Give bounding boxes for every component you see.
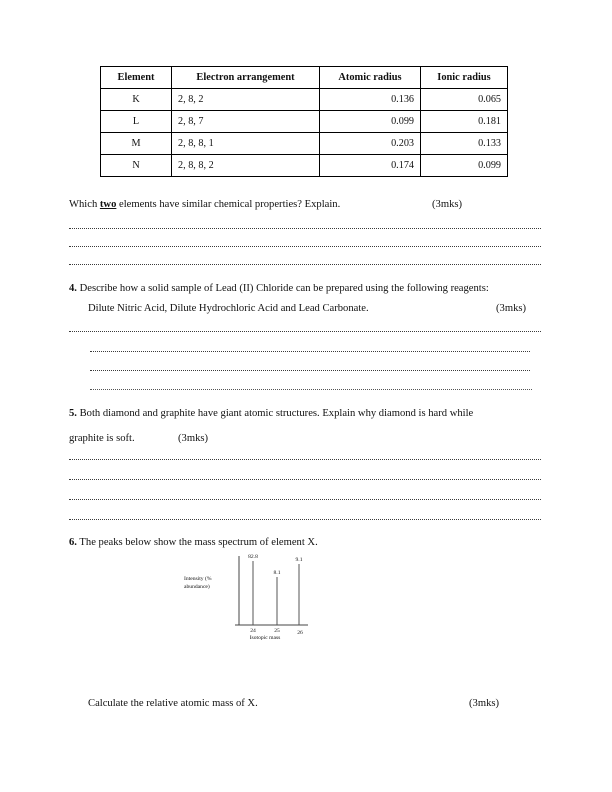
element-properties-table (100, 66, 508, 177)
answer-line[interactable] (90, 389, 532, 391)
question-5-number: 5. (69, 408, 77, 419)
cell-atomic-radius: 0.099 (320, 111, 421, 133)
question-6-sub-question: Calculate the relative atomic mass of X. (88, 698, 258, 709)
mass-spectrum-chart (182, 552, 342, 644)
x-axis-label: Isotopic mass (249, 635, 281, 641)
table-row (101, 111, 508, 133)
cell-ionic-radius: 0.133 (421, 133, 508, 155)
table-row (101, 155, 508, 177)
question-4-text-1: Describe how a solid sample of Lead (II) Chloride can be prepared using the following reagents: (79, 283, 489, 294)
question-3-emphasis-two: two (99, 199, 117, 210)
peak-label-24: 82.8 (248, 554, 258, 560)
table-header-row (101, 67, 508, 89)
answer-line[interactable] (69, 459, 541, 461)
cell-electron-arrangement: 2, 8, 8, 2 (172, 155, 320, 177)
answer-line[interactable] (90, 370, 530, 372)
cell-element: L (101, 111, 172, 133)
question-3-marks: (3mks) (432, 199, 463, 210)
answer-line[interactable] (69, 479, 541, 481)
question-6-number: 6. (69, 537, 77, 548)
y-axis-label-line-2: abundance) (184, 584, 210, 590)
column-header-ionic-radius: Ionic radius (421, 67, 508, 89)
question-4-marks: (3mks) (496, 303, 527, 314)
x-tick-label-24: 24 (250, 628, 256, 634)
question-4-number: 4. (69, 283, 77, 294)
cell-ionic-radius: 0.181 (421, 111, 508, 133)
question-4-line-2: Dilute Nitric Acid, Dilute Hydrochloric Acid and Lead Carbonate. (88, 303, 369, 314)
answer-line[interactable] (69, 519, 541, 521)
cell-element: K (101, 89, 172, 111)
peak-label-26: 9.1 (295, 557, 303, 563)
element-properties-table-container (100, 66, 501, 177)
peak-label-25: 8.1 (273, 570, 281, 576)
table-row (101, 133, 508, 155)
column-header-element: Element (101, 67, 172, 89)
cell-electron-arrangement: 2, 8, 8, 1 (172, 133, 320, 155)
answer-line[interactable] (90, 351, 530, 353)
y-axis-label-line-1: Intensity (% (184, 576, 212, 582)
question-3-text-part-1: Which (69, 199, 100, 210)
cell-electron-arrangement: 2, 8, 7 (172, 111, 320, 133)
column-header-atomic-radius: Atomic radius (320, 67, 421, 89)
cell-element: N (101, 155, 172, 177)
table-body (101, 89, 508, 177)
question-5-text-1: Both diamond and graphite have giant atomic structures. Explain why diamond is hard while (79, 408, 474, 419)
cell-ionic-radius: 0.065 (421, 89, 508, 111)
question-6-marks: (3mks) (469, 698, 500, 709)
cell-atomic-radius: 0.174 (320, 155, 421, 177)
mass-spectrum-svg (182, 552, 342, 644)
question-5-marks: (3mks) (178, 433, 209, 444)
question-3-text-part-2: elements have similar chemical properties? Explain. (116, 199, 341, 210)
x-tick-label-26: 26 (297, 630, 303, 636)
question-6-line-1 (69, 535, 547, 551)
cell-element: M (101, 133, 172, 155)
cell-atomic-radius: 0.136 (320, 89, 421, 111)
column-header-electron-arrangement: Electron arrangement (172, 67, 320, 89)
answer-line[interactable] (69, 246, 541, 248)
answer-line[interactable] (69, 499, 541, 501)
answer-line[interactable] (69, 331, 541, 333)
question-6-text-1: The peaks below show the mass spectrum of element X. (79, 537, 318, 548)
answer-line[interactable] (69, 264, 541, 266)
question-5-line-2: graphite is soft. (69, 433, 135, 444)
x-tick-label-25: 25 (274, 628, 280, 634)
question-3-prompt (69, 197, 489, 213)
cell-atomic-radius: 0.203 (320, 133, 421, 155)
question-4-line-1 (69, 281, 547, 297)
table-row (101, 89, 508, 111)
question-5-line-1 (69, 406, 547, 422)
table-header (101, 67, 508, 89)
cell-ionic-radius: 0.099 (421, 155, 508, 177)
cell-electron-arrangement: 2, 8, 2 (172, 89, 320, 111)
answer-line[interactable] (69, 228, 541, 230)
